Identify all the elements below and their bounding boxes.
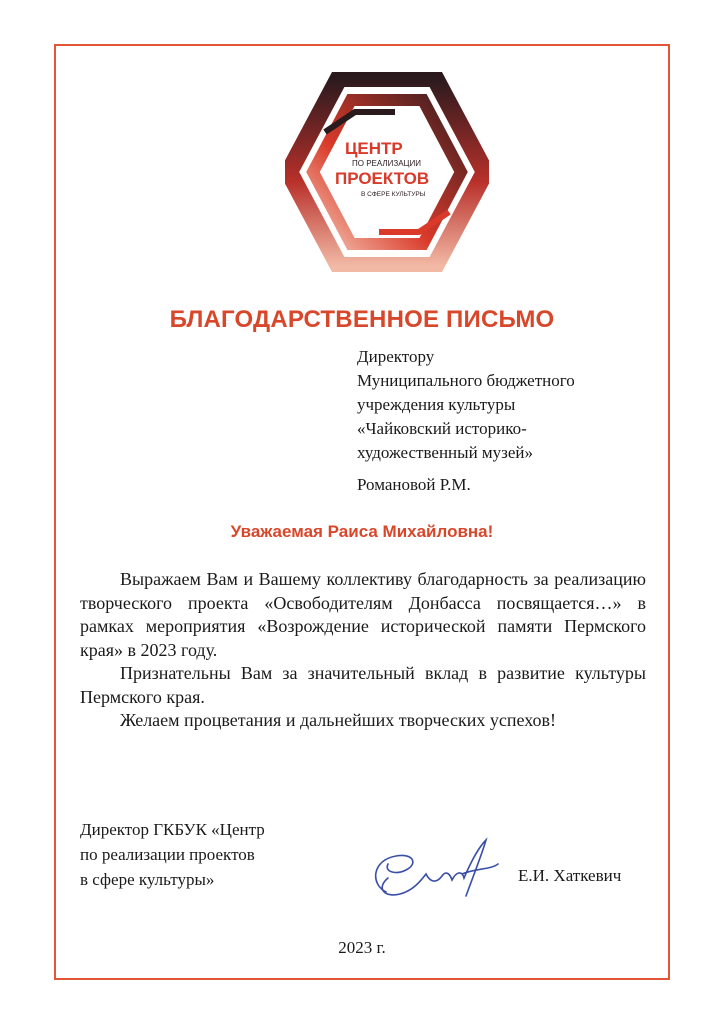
addressee-line: Муниципального бюджетного	[357, 371, 575, 390]
signer-name: Е.И. Хаткевич	[518, 866, 622, 885]
position-line: по реализации проектов	[80, 845, 255, 864]
body-paragraph: Признательны Вам за значительный вклад в развитие культуры Пермского края.	[80, 663, 646, 707]
logo-line3: ПРОЕКТОВ	[335, 169, 430, 188]
addressee-block	[357, 345, 575, 497]
addressee-line: художественный музей»	[357, 443, 534, 462]
logo-line1: ЦЕНТР	[345, 139, 403, 158]
body-paragraph: Желаем процветания и дальнейших творческих успехов!	[120, 710, 557, 730]
logo-line4: В СФЕРЕ КУЛЬТУРЫ	[361, 191, 426, 198]
addressee-line: учреждения культуры	[357, 395, 516, 414]
handwritten-signature	[366, 834, 506, 904]
recipient-name: Романовой Р.М.	[357, 475, 471, 494]
document-year: 2023 г.	[338, 938, 386, 957]
position-line: в сфере культуры»	[80, 870, 215, 889]
centre-logo	[285, 72, 489, 272]
document-title: БЛАГОДАРСТВЕННОЕ ПИСЬМО	[169, 306, 555, 333]
body-paragraph: Выражаем Вам и Вашему коллективу благодарность за реализацию творческого проекта «Освободителям Донбасса посвящается…» в рамках мероприятия «Возрождение исторической памяти Пермского края» в 2023 году.	[80, 569, 646, 660]
position-line: Директор ГКБУК «Центр	[80, 820, 265, 839]
greeting: Уважаемая Раиса Михайловна!	[230, 522, 494, 541]
letter-body	[80, 568, 646, 733]
addressee-line: «Чайковский историко-	[357, 419, 527, 438]
logo-line2: ПО РЕАЛИЗАЦИИ	[352, 159, 421, 168]
addressee-line: Директору	[357, 347, 435, 366]
signatory-position	[80, 817, 265, 892]
